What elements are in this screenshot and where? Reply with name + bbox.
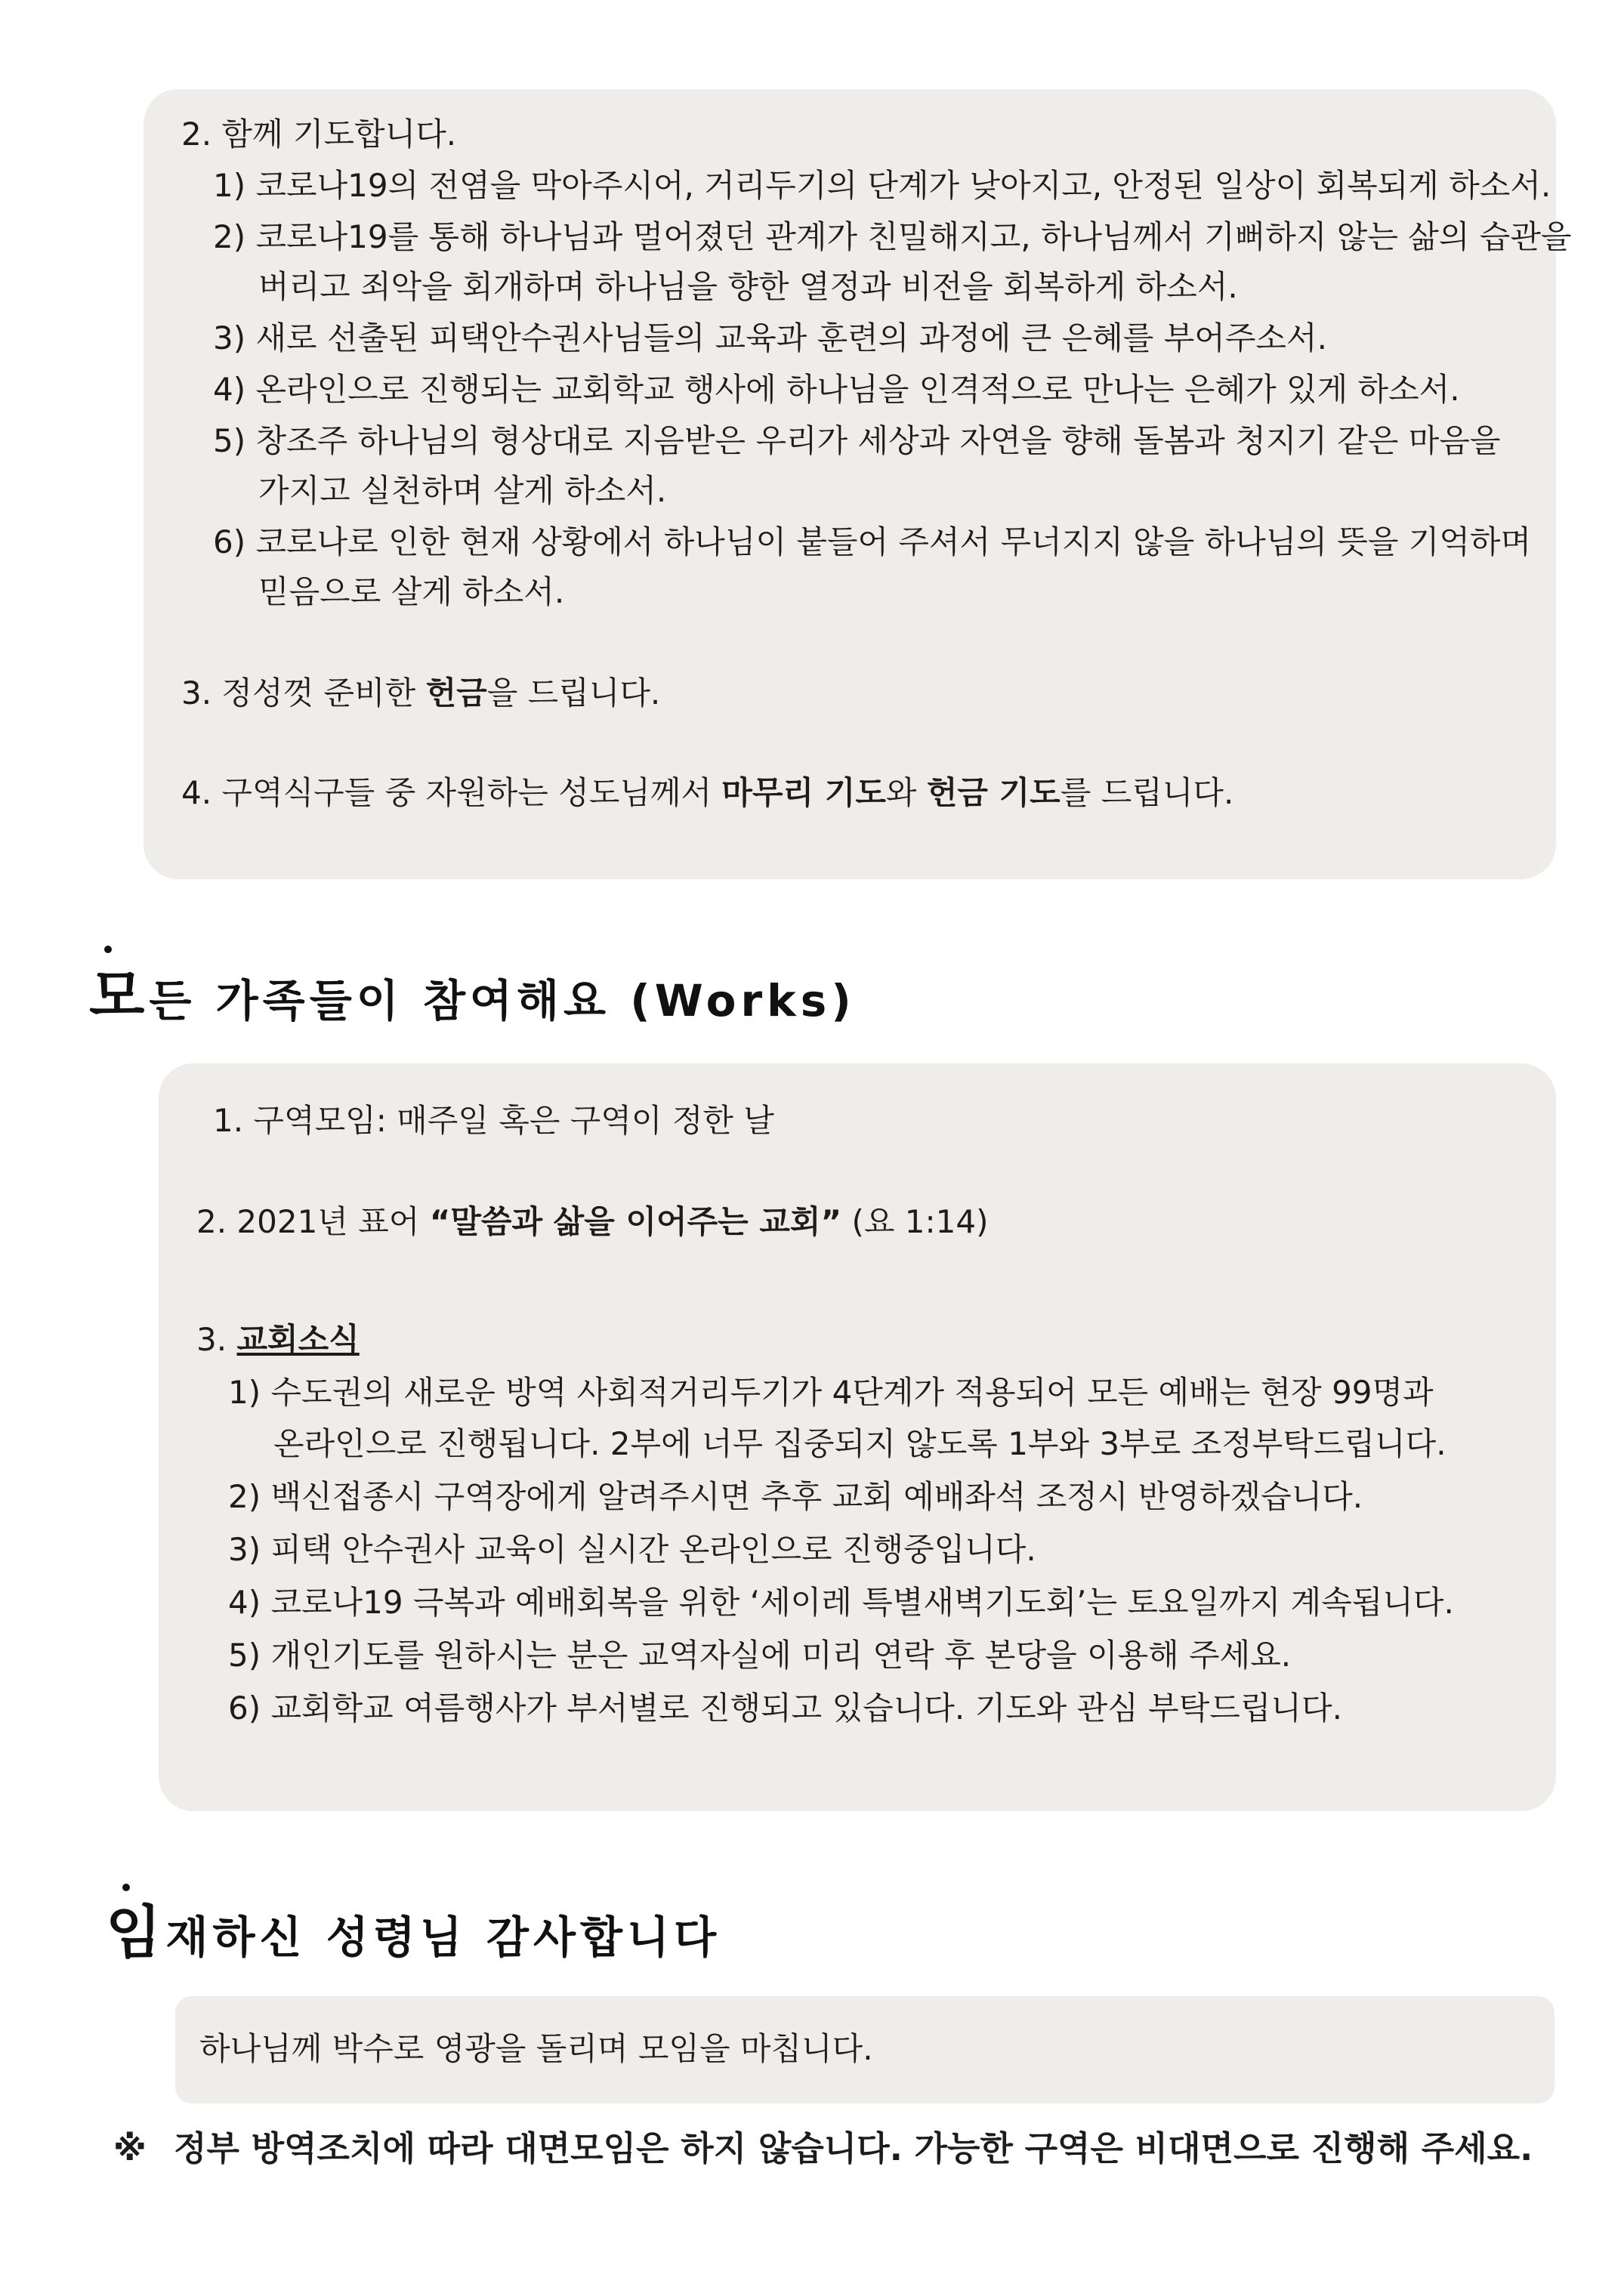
notice-mark: ※ [113, 2128, 147, 2168]
works-heading-text: 든 가족들이 참여해요 (Works) [149, 975, 856, 1026]
works-section-box [159, 1063, 1556, 1811]
motto-bold: “말씀과 삶을 이어주는 교회” [429, 1203, 842, 1240]
prayer-sub-item-cont: 버리고 죄악을 회개하며 하나님을 향한 열정과 비전을 회복하게 하소서. [258, 268, 1238, 305]
motto-text: 2. 2021년 표어 [196, 1203, 430, 1240]
news-item-cont: 온라인으로 진행됩니다. 2부에 너무 집중되지 않도록 1부와 3부로 조정부탁드립니다. [273, 1425, 1446, 1462]
news-item: 6) 교회학교 여름행사가 부서별로 진행되고 있습니다. 기도와 관심 부탁드립니다. [228, 1690, 1342, 1727]
news-item: 2) 백신접종시 구역장에게 알려주시면 추후 교회 예배좌석 조정시 반영하겠습니다. [228, 1478, 1363, 1515]
prayer-sub-item: 4) 온라인으로 진행되는 교회학교 행사에 하나님을 인격적으로 만나는 은혜가 있게 하소서. [213, 371, 1460, 408]
prayer-sub-item-cont: 믿음으로 살게 하소서. [258, 573, 565, 610]
prayer-sub-item: 1) 코로나19의 전염을 막아주시어, 거리두기의 단계가 낮아지고, 안정된 일상이 회복되게 하소서. [213, 167, 1551, 204]
notice [113, 2121, 1533, 2170]
motto-verse: (요 1:14) [841, 1203, 989, 1240]
heading-dot [122, 1884, 130, 1891]
spirit-heading-text: 재하신 성령님 감사합니다 [165, 1912, 721, 1963]
spirit-heading-first-char: 임 [106, 1899, 166, 1966]
spirit-heading [106, 1887, 721, 1969]
news-title [196, 1317, 360, 1363]
prayer-sub-item: 5) 창조주 하나님의 형상대로 지음받은 우리가 세상과 자연을 향해 돌봄과 청지기 같은 마음을 [213, 422, 1501, 459]
closing-text: 하나님께 박수로 영광을 돌리며 모임을 마칩니다. [199, 2030, 873, 2067]
news-item: 4) 코로나19 극복과 예배회복을 위한 ‘세이레 특별새벽기도회’는 토요일까지 계속됩니다. [228, 1584, 1454, 1621]
closing-prayer-text-mid: 와 [885, 774, 927, 811]
offering-item [181, 671, 660, 716]
offering-prayer-bold: 헌금 기도 [926, 774, 1061, 811]
works-heading [89, 950, 856, 1032]
offering-text: 3. 정성껏 준비한 [181, 674, 426, 711]
prayer-sub-item-cont: 가지고 실천하며 살게 하소서. [258, 472, 667, 509]
offering-bold: 헌금 [425, 674, 487, 711]
prayer-sub-item: 3) 새로 선출된 피택안수권사님들의 교육과 훈련의 과정에 큰 은혜를 부어주소서. [213, 319, 1327, 356]
heading-dot [104, 946, 112, 953]
closing-prayer-item [181, 770, 1233, 816]
news-item: 5) 개인기도를 원하시는 분은 교역자실에 미리 연락 후 본당을 이용해 주세요. [228, 1637, 1292, 1674]
closing-prayer-text-end: 를 드립니다. [1060, 774, 1234, 811]
prayer-item-title: 2. 함께 기도합니다. [181, 116, 457, 153]
works-heading-first-char: 모 [89, 962, 150, 1029]
motto-item [196, 1199, 988, 1245]
news-item: 3) 피택 안수권사 교육이 실시간 온라인으로 진행중입니다. [228, 1531, 1036, 1568]
works-item: 1. 구역모임: 매주일 혹은 구역이 정한 날 [213, 1102, 774, 1139]
notice-text: 정부 방역조치에 따라 대면모임은 하지 않습니다. 가능한 구역은 비대면으로 진행해 주세요. [174, 2128, 1533, 2168]
prayer-sub-item: 2) 코로나19를 통해 하나님과 멀어졌던 관계가 친밀해지고, 하나님께서 기뻐하지 않는 삶의 습관을 [213, 218, 1572, 255]
offering-text-end: 을 드립니다. [486, 674, 661, 711]
news-title-text: 교회소식 [236, 1321, 360, 1358]
closing-prayer-bold: 마무리 기도 [721, 774, 886, 811]
news-item: 1) 수도권의 새로운 방역 사회적거리두기가 4단계가 적용되어 모든 예배는 현장 99명과 [228, 1374, 1434, 1411]
closing-box [175, 1996, 1555, 2103]
prayer-sub-item: 6) 코로나로 인한 현재 상황에서 하나님이 붙들어 주셔서 무너지지 않을 하나님의 뜻을 기억하며 [213, 523, 1532, 560]
closing-prayer-text: 4. 구역식구들 중 자원하는 성도님께서 [181, 774, 722, 811]
prayer-section-box [144, 89, 1572, 879]
news-title-number: 3. [196, 1321, 237, 1358]
